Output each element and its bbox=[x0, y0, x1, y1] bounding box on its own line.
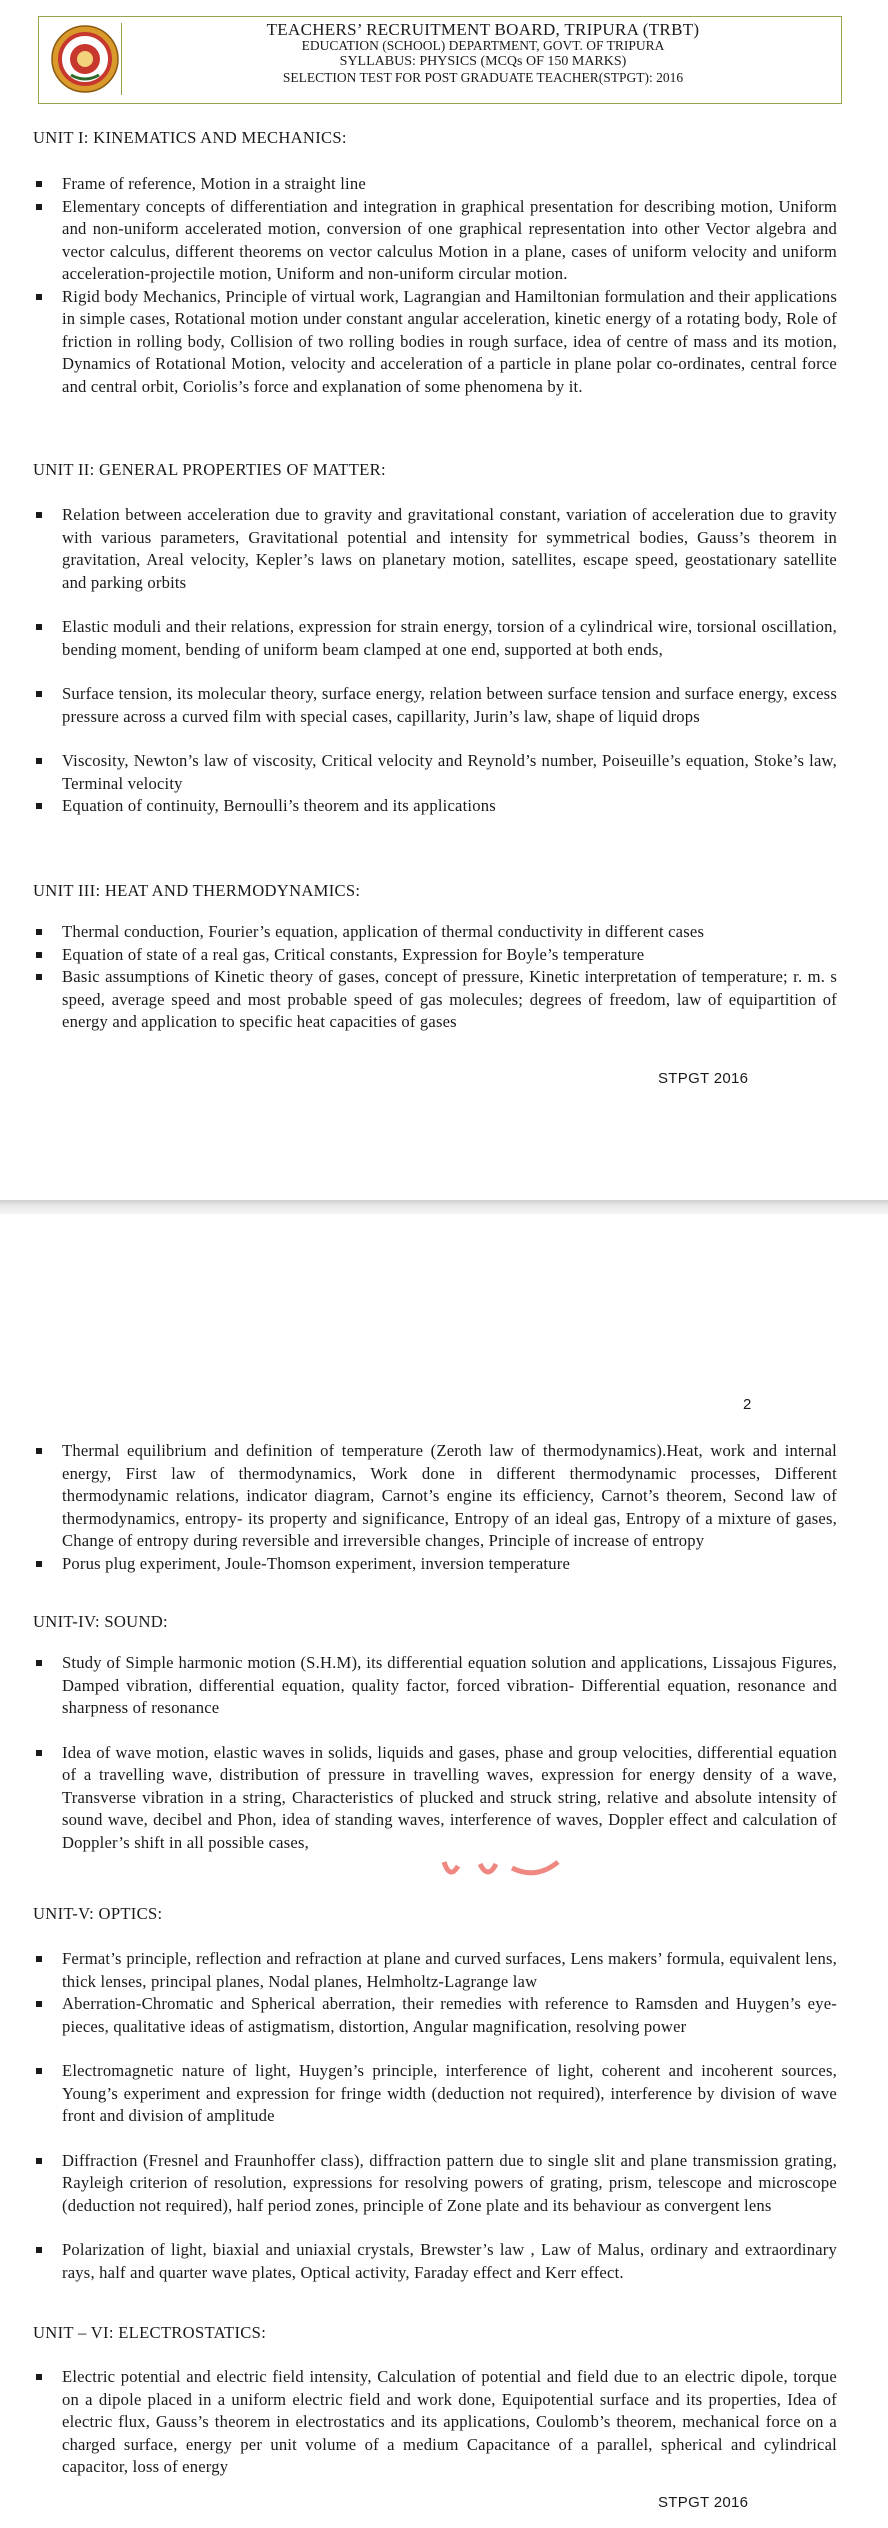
page-footer: STPGT 2016 bbox=[658, 1070, 749, 1087]
list-item: Thermal conduction, Fourier’s equation, application of thermal conductivity in different cases bbox=[33, 921, 837, 944]
list-item: Elementary concepts of differentiation and integration in graphical presentation for describing motion, Uniform and non-uniform accelerated motion, conversion of one graphical representation into other Vector algebra and vector calculus, different theorems on vector calculus Motion in a plane, cases of uniform velocity and uniform acceleration-projectile motion, Uniform and non-uniform circular motion. bbox=[33, 196, 837, 286]
list-item: Relation between acceleration due to gravity and gravitational constant, variation of acceleration due to gravity with various parameters, Gravitational potential and intensity for symmetrical bodies, Gauss’s theorem in gravitation, Areal velocity, Kepler’s laws on planetary motion, satellites, escape speed, geostationary satellite and parking orbits bbox=[33, 504, 837, 594]
unit-2-list bbox=[33, 504, 837, 818]
page-1 bbox=[0, 0, 888, 1200]
unit-3-continued-list bbox=[33, 1440, 837, 1575]
list-item: Idea of wave motion, elastic waves in solids, liquids and gases, phase and group velocities, differential equation of a travelling wave, distribution of pressure in travelling waves, expression for energy density of a wave, Transverse vibration in a string, Characteristics of plucked and struck string, relative and absolute intensity of sound wave, decibel and Phon, idea of standing waves, interference of waves, Doppler effect and calculation of Doppler’s shift in all possible cases, bbox=[33, 1742, 837, 1855]
list-item: Viscosity, Newton’s law of viscosity, Critical velocity and Reynold’s number, Poiseuille’s equation, Stoke’s law, Terminal velocity bbox=[33, 750, 837, 795]
list-item: Aberration-Chromatic and Spherical aberration, their remedies with reference to Ramsden and Huygen’s eye-pieces, qualitative ideas of astigmatism, distortion, Angular magnification, resolving power bbox=[33, 1993, 837, 2038]
list-item: Diffraction (Fresnel and Fraunhoffer class), diffraction pattern due to single slit and plane transmission grating, Rayleigh criterion of resolution, expressions for resolving powers of grating, prism, telescope and microscope (deduction not required), half period zones, principle of Zone plate and its behaviour as convergent lens bbox=[33, 2150, 837, 2218]
unit-5-title: UNIT-V: OPTICS: bbox=[33, 1904, 163, 1923]
unit-3-list bbox=[33, 921, 837, 1034]
trbt-seal-logo bbox=[49, 23, 122, 95]
list-item: Surface tension, its molecular theory, surface energy, relation between surface tension and surface energy, excess pressure across a curved film with special cases, capillarity, Jurin’s law, shape of liquid drops bbox=[33, 683, 837, 728]
unit-6-list bbox=[33, 2366, 837, 2479]
list-item: Basic assumptions of Kinetic theory of gases, concept of pressure, Kinetic interpretation of temperature; r. m. s speed, average speed and most probable speed of gas molecules; degrees of freedom, law of equipartition of energy and application to specific heat capacities of gases bbox=[33, 966, 837, 1034]
unit-4-list bbox=[33, 1652, 837, 1854]
unit-3-title: UNIT III: HEAT AND THERMODYNAMICS: bbox=[33, 881, 361, 900]
list-item: Elastic moduli and their relations, expression for strain energy, torsion of a cylindrical wire, torsional oscillation, bending moment, bending of uniform beam clamped at one end, supported at both ends, bbox=[33, 616, 837, 661]
list-item: Fermat’s principle, reflection and refraction at plane and curved surfaces, Lens makers’ formula, equivalent lens, thick lenses, principal planes, Nodal planes, Helmholtz-Lagrange law bbox=[33, 1948, 837, 1993]
unit-2-title: UNIT II: GENERAL PROPERTIES OF MATTER: bbox=[33, 460, 386, 479]
syllabus-line: SYLLABUS: PHYSICS (MCQs OF 150 MARKS) bbox=[339, 54, 627, 69]
document-header bbox=[38, 16, 842, 104]
list-item: Frame of reference, Motion in a straight line bbox=[33, 173, 837, 196]
list-item: Porus plug experiment, Joule-Thomson experiment, inversion temperature bbox=[33, 1553, 837, 1576]
list-item: Equation of continuity, Bernoulli’s theorem and its applications bbox=[33, 795, 837, 818]
unit-5-list bbox=[33, 1948, 837, 2284]
header-text bbox=[129, 22, 837, 86]
unit-1-list bbox=[33, 173, 837, 398]
department-line: EDUCATION (SCHOOL) DEPARTMENT, GOVT. OF TRIPURA bbox=[301, 38, 665, 53]
list-item: Equation of state of a real gas, Critical constants, Expression for Boyle’s temperature bbox=[33, 944, 837, 967]
page-separator bbox=[0, 1200, 888, 1214]
list-item: Rigid body Mechanics, Principle of virtual work, Lagrangian and Hamiltonian formulation and their applications in simple cases, Rotational motion under constant angular acceleration, kinetic energy of a rotating body, Role of friction in rolling body, Collision of two rolling bodies in rough surface, idea of centre of mass and its motion, Dynamics of Rotational Motion, velocity and acceleration of a particle in plane polar co-ordinates, central force and central orbit, Coriolis’s force and explanation of some phenomena by it. bbox=[33, 286, 837, 399]
page-footer: STPGT 2016 bbox=[658, 2494, 749, 2511]
page-number: 2 bbox=[743, 1396, 752, 1413]
watermark-fragment bbox=[440, 1858, 580, 1882]
test-line: SELECTION TEST FOR POST GRADUATE TEACHER(STPGT): 2016 bbox=[282, 70, 684, 85]
list-item: Study of Simple harmonic motion (S.H.M), its differential equation solution and applications, Lissajous Figures, Damped vibration, differential equation, quality factor, forced vibration- Differential equation, resonance and sharpness of resonance bbox=[33, 1652, 837, 1720]
list-item: Electric potential and electric field intensity, Calculation of potential and field due to an electric dipole, torque on a dipole placed in a uniform electric field and work done, Equipotential surface and its properties, Idea of electric flux, Gauss’s theorem in electrostatics and its applications, Coulomb’s theorem, mechanical force on a charged surface, energy per unit volume of a medium Capacitance of a parallel, spherical and cylindrical capacitor, loss of energy bbox=[33, 2366, 837, 2479]
list-item: Polarization of light, biaxial and uniaxial crystals, Brewster’s law , Law of Malus, ordinary and extraordinary rays, half and quarter wave plates, Optical activity, Faraday effect and Kerr effect. bbox=[33, 2239, 837, 2284]
board-title: TEACHERS’ RECRUITMENT BOARD, TRIPURA (TRBT) bbox=[266, 20, 700, 39]
unit-4-title: UNIT-IV: SOUND: bbox=[33, 1612, 168, 1631]
list-item: Electromagnetic nature of light, Huygen’s principle, interference of light, coherent and incoherent sources, Young’s experiment and expression for fringe width (deduction not required), interference by division of wave front and division of amplitude bbox=[33, 2060, 837, 2128]
list-item: Thermal equilibrium and definition of temperature (Zeroth law of thermodynamics).Heat, work and internal energy, First law of thermodynamics, Work done in different thermodynamic processes, Different thermodynamic relations, indicator diagram, Carnot’s engine its efficiency, Carnot’s theorem, Second law of thermodynamics, entropy- its property and significance, Entropy of an ideal gas, Entropy of a mixture of gases, Change of entropy during reversible and irreversible changes, Principle of increase of entropy bbox=[33, 1440, 837, 1553]
unit-1-title: UNIT I: KINEMATICS AND MECHANICS: bbox=[33, 128, 347, 147]
unit-6-title: UNIT – VI: ELECTROSTATICS: bbox=[33, 2323, 267, 2342]
